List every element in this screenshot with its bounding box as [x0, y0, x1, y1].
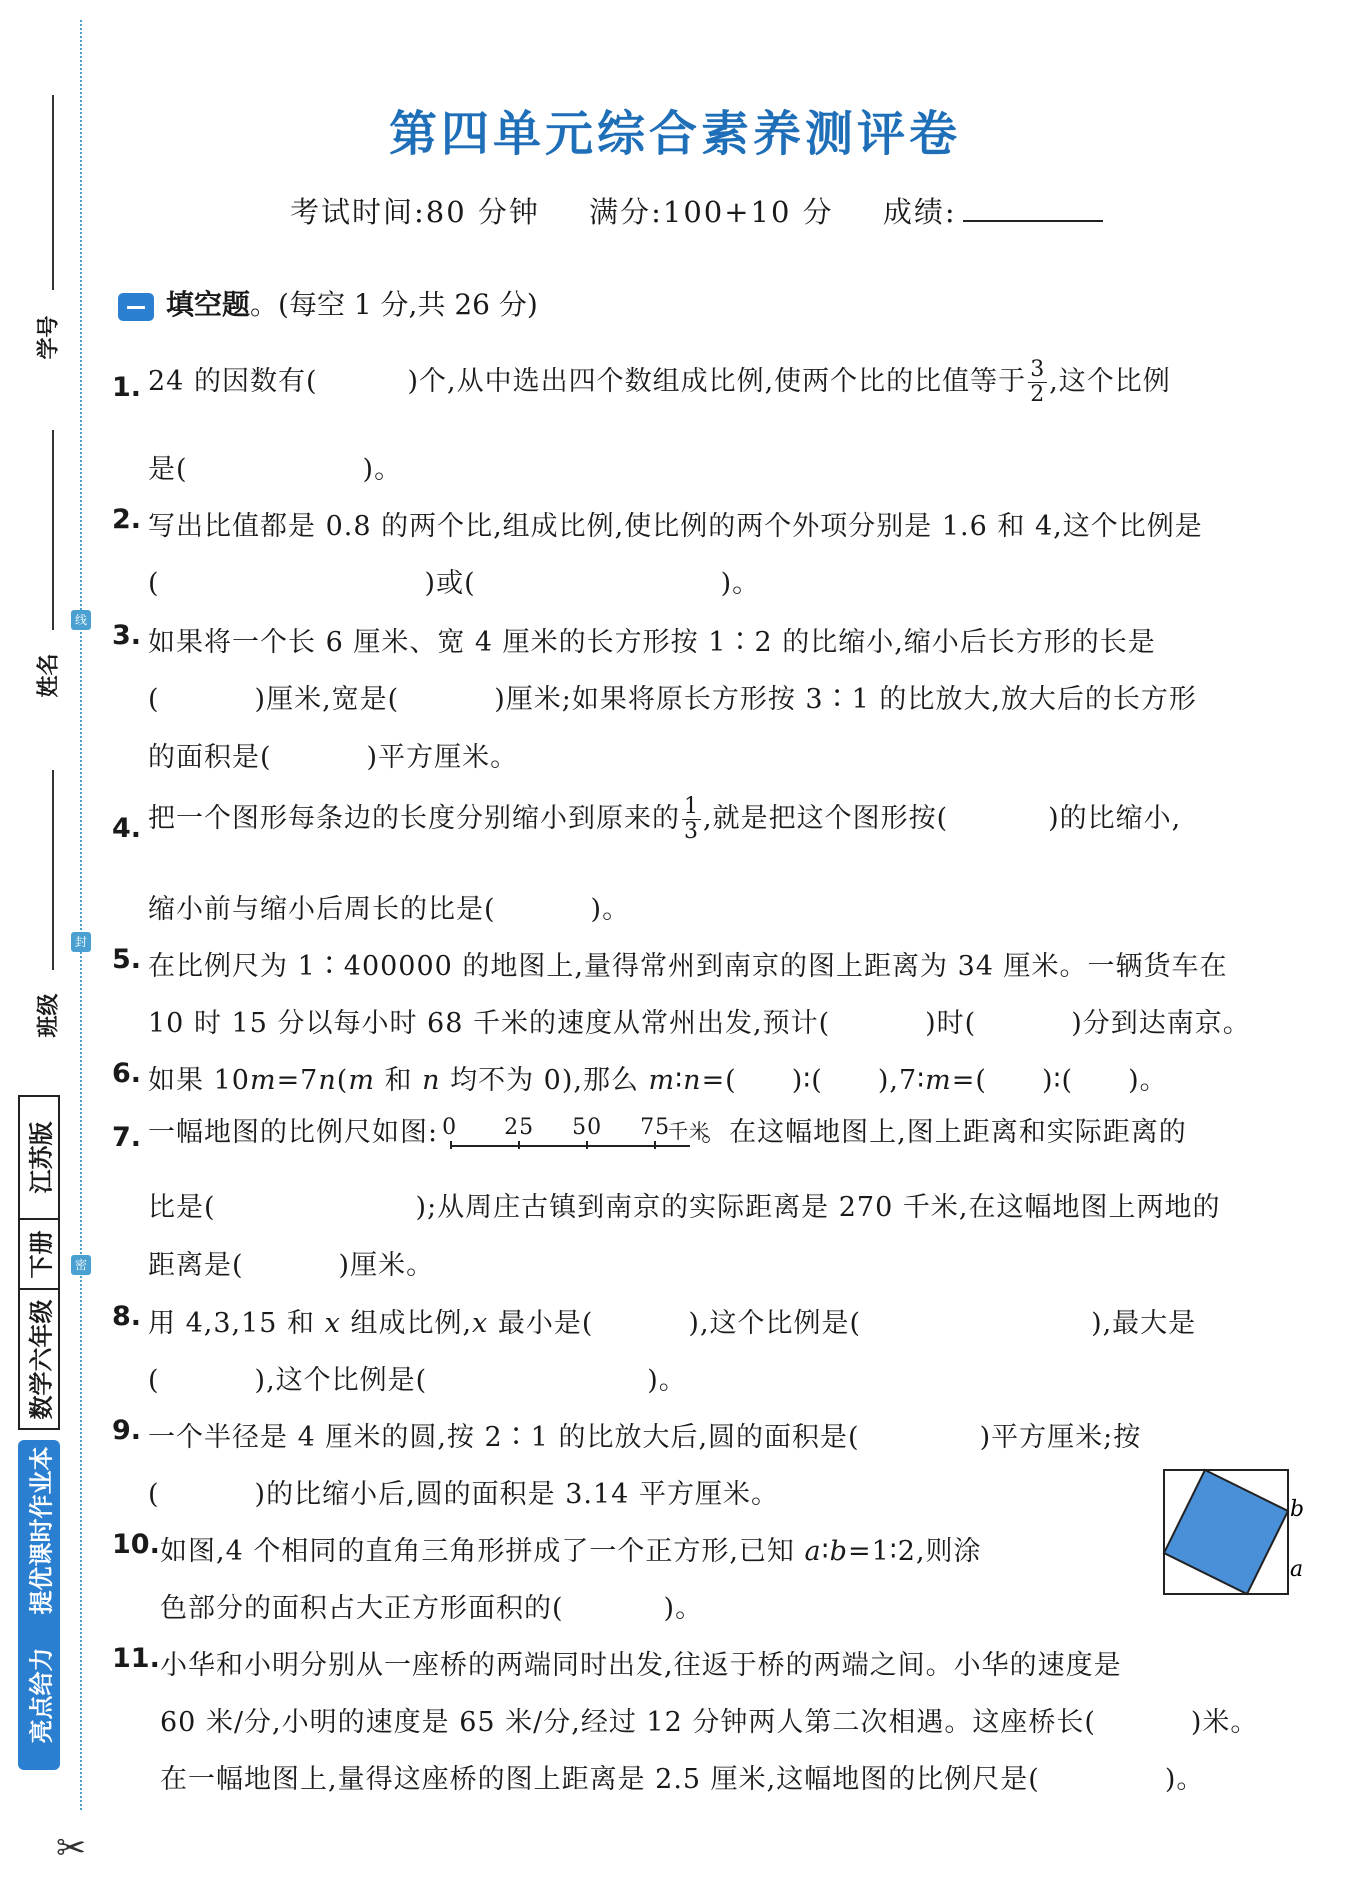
question-11-line-2: 60 米/分,小明的速度是 65 米/分,经过 12 分钟两人第二次相遇。这座桥长( )米。	[160, 1707, 1259, 1738]
name-label: 姓名	[36, 653, 62, 698]
fraction-1-3: $\frac{1}{3}$	[684, 794, 699, 845]
question-4-line-2: 缩小前与缩小后周长的比是( )。	[148, 894, 631, 925]
spine-edition: 江苏版	[18, 1095, 60, 1220]
question-3-line-2: ( )厘米,宽是( )厘米;如果将原长方形按 3∶1 的比放大,放大后的长方形	[148, 684, 1197, 715]
section-number-badge	[118, 293, 154, 321]
name-line[interactable]	[52, 430, 54, 630]
score-label: 成绩:	[882, 195, 957, 229]
question-10-line-2: 色部分的面积占大正方形面积的( )。	[160, 1593, 704, 1624]
label-b: b	[1290, 1497, 1305, 1522]
scale-label: 0	[442, 1114, 458, 1140]
question-number: 4.	[112, 813, 142, 844]
question-number: 6.	[112, 1058, 142, 1089]
scale-label: 50	[572, 1114, 603, 1140]
question-number: 2.	[112, 504, 142, 535]
question-number: 5.	[112, 944, 142, 975]
spine-subject: 数学六年级	[18, 1290, 60, 1430]
question-4-line-1: 把一个图形每条边的长度分别缩小到原来的 $\frac{1}{3}$ ,就是把这个图形按( )的比缩小,	[148, 794, 1182, 845]
map-scale-bar	[442, 1114, 711, 1153]
question-2-line-2: ( )或( )。	[148, 568, 761, 599]
question-8-line-2: ( ),这个比例是( )。	[148, 1365, 687, 1396]
question-1-line-1: 24 的因数有( )个,从中选出四个数组成比例,使两个比的比值等于 $\frac{3}{2}$ ,这个比例	[148, 357, 1171, 408]
question-9-line-2: ( )的比缩小后,圆的面积是 3.14 平方厘米。	[148, 1479, 779, 1510]
margin-mark-seal: 封	[71, 932, 91, 952]
question-number: 9.	[112, 1415, 142, 1446]
question-3-line-3: 的面积是( )平方厘米。	[148, 742, 519, 773]
scale-unit: 千米	[668, 1118, 711, 1143]
question-11-line-1: 小华和小明分别从一座桥的两端同时出发,往返于桥的两端之间。小华的速度是	[160, 1650, 1122, 1681]
spine-series: 提优课时作业本	[18, 1440, 60, 1620]
question-number: 11.	[112, 1643, 160, 1674]
question-8-line-1: 用 4,3,15 和 x 组成比例,x 最小是( ),这个比例是( ),最大是	[148, 1308, 1197, 1339]
spine-volume: 下册	[18, 1220, 60, 1290]
question-number: 1.	[112, 372, 142, 403]
scale-label: 25	[504, 1114, 535, 1140]
question-7-line-1: 一幅地图的比例尺如图: 0 25 50 75 千米 。在这幅地图上,图上距离和实际距离的	[148, 1110, 1187, 1153]
class-label: 班级	[36, 993, 62, 1038]
question-number: 3.	[112, 620, 142, 651]
question-number: 7.	[112, 1122, 142, 1153]
scale-label: 75	[640, 1114, 671, 1140]
question-6-line-1: 如果 10m=7n(m 和 n 均不为 0),那么 m∶n=( )∶( ),7∶m=( )∶( )。	[148, 1065, 1168, 1096]
section-heading	[118, 283, 538, 323]
square-figure	[1162, 1468, 1305, 1602]
question-10-line-1: 如图,4 个相同的直角三角形拼成了一个正方形,已知 a∶b=1∶2,则涂	[160, 1536, 982, 1567]
spine-brand: 亮点给力	[18, 1620, 60, 1770]
scissors-icon: ✂	[56, 1828, 87, 1869]
cut-line	[80, 20, 82, 1810]
question-9-line-1: 一个半径是 4 厘米的圆,按 2∶1 的比放大后,圆的面积是( )平方厘米;按	[148, 1422, 1142, 1453]
student-id-label: 学号	[36, 315, 62, 360]
question-7-line-3: 距离是( )厘米。	[148, 1250, 435, 1281]
binding-margin	[0, 0, 100, 1901]
shaded-square	[1164, 1470, 1288, 1594]
question-5-line-1: 在比例尺为 1∶400000 的地图上,量得常州到南京的图上距离为 34 厘米。一辆货车在	[148, 951, 1228, 982]
question-number: 10.	[112, 1529, 160, 1560]
question-1-line-2: 是( )。	[148, 454, 403, 485]
exam-time: 考试时间:80 分钟	[290, 195, 540, 229]
question-3-line-1: 如果将一个长 6 厘米、宽 4 厘米的长方形按 1∶2 的比缩小,缩小后长方形的长是	[148, 627, 1156, 658]
score-blank[interactable]	[963, 198, 1103, 222]
question-5-line-2: 10 时 15 分以每小时 68 千米的速度从常州出发,预计( )时( )分到达南京。	[148, 1008, 1251, 1039]
full-score: 满分:100+10 分	[589, 195, 834, 229]
section-title: 填空题	[166, 288, 251, 321]
square-figure-svg	[1162, 1468, 1305, 1598]
question-7-line-2: 比是( );从周庄古镇到南京的实际距离是 270 千米,在这幅地图上两地的	[148, 1192, 1221, 1223]
fraction-3-2: $\frac{3}{2}$	[1030, 357, 1046, 408]
question-number: 8.	[112, 1301, 142, 1332]
margin-mark-secret: 密	[71, 1255, 91, 1275]
page-title: 第四单元综合素养测评卷	[388, 106, 961, 162]
class-line[interactable]	[52, 770, 54, 970]
section-note: 。(每空 1 分,共 26 分)	[250, 288, 538, 321]
question-11-line-3: 在一幅地图上,量得这座桥的图上距离是 2.5 厘米,这幅地图的比例尺是( )。	[160, 1764, 1205, 1795]
question-2-line-1: 写出比值都是 0.8 的两个比,组成比例,使比例的两个外项分别是 1.6 和 4,这个比例是	[148, 511, 1203, 542]
exam-meta	[290, 190, 1141, 231]
book-spine	[18, 1095, 60, 1775]
label-a: a	[1290, 1557, 1304, 1582]
margin-mark-line: 线	[71, 610, 91, 630]
